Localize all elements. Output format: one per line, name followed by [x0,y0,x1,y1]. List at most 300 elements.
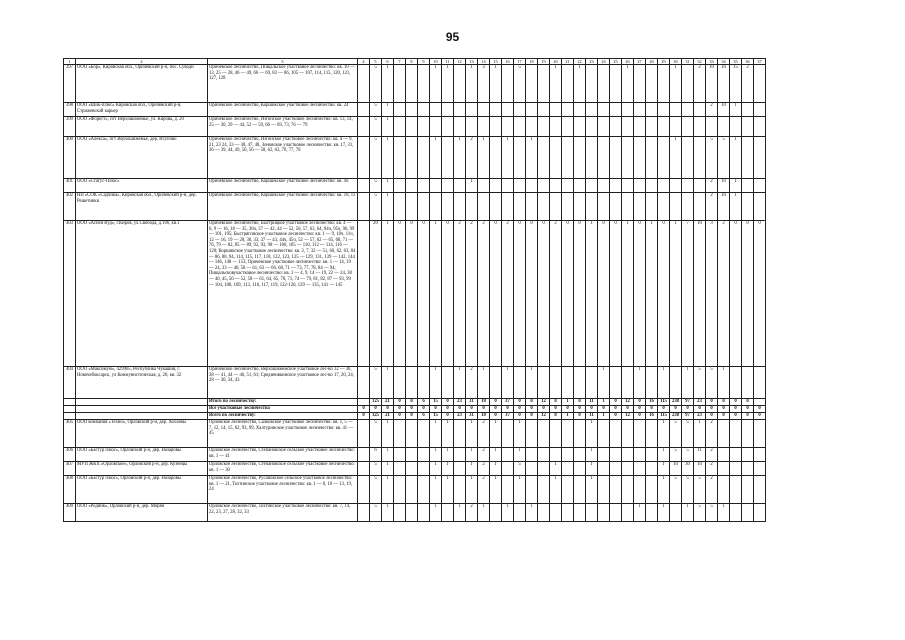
value-cell [730,420,742,448]
value-cell: 1 [730,137,742,179]
value-cell: 20 [370,221,382,367]
value-cell [574,420,586,448]
value-cell: 1 [730,179,742,193]
total-value-cell: 0 [730,413,742,420]
total-value-cell: 8 [550,413,562,420]
value-cell [562,504,574,522]
total-value-cell: 0 [394,406,406,413]
value-cell [406,367,418,399]
value-cell [538,462,550,476]
value-cell: 2 [478,448,490,462]
value-cell [550,448,562,462]
value-cell [514,103,526,117]
total-value-cell: 0 [502,406,514,413]
value-cell: 2 [706,103,718,117]
value-cell [646,65,658,103]
row-id: 406 [64,448,76,462]
value-cell: 1 [382,367,394,399]
value-cell: 1 [586,476,598,504]
value-cell [646,476,658,504]
total-value-cell: 0 [490,406,502,413]
value-cell: 1 [646,221,658,367]
value-cell: 6 [370,448,382,462]
total-row [64,406,766,413]
row-id: 400 [64,137,76,179]
total-empty-cell [76,399,208,406]
value-cell [406,103,418,117]
value-cell [562,179,574,193]
total-value-cell: 0 [406,406,418,413]
value-cell [586,179,598,193]
value-cell [622,179,634,193]
value-cell: 5 [706,367,718,399]
total-value-cell: 16 [646,413,658,420]
forest-area-cell: Орловское лесничество, Русановское сельское участковое лесничество: кв. 1 — 21, Тохтинское участковое лесничество: кв. 1 — 6, 10 — 13, 19, 24 [208,476,358,504]
value-cell [646,193,658,221]
header-cell: 4 [358,59,370,65]
value-cell: 3 [706,221,718,367]
value-cell [538,420,550,448]
value-cell: 10 [670,462,682,476]
value-cell [670,179,682,193]
value-cell: 10 [718,103,730,117]
value-cell [358,448,370,462]
value-cell [490,504,502,522]
value-cell: 1 [550,65,562,103]
value-cell [562,117,574,137]
page-number: 95 [445,30,460,44]
value-cell [406,117,418,137]
value-cell [394,65,406,103]
organization-cell: ООО «Форест», пгт Верхошижемье, ул. Кирова, д. 20 [76,117,208,137]
value-cell [550,137,562,179]
value-cell [502,193,514,221]
value-cell [586,193,598,221]
value-cell: 1 [382,448,394,462]
value-cell [622,193,634,221]
value-cell: 1 [658,476,670,504]
value-cell [526,420,538,448]
value-cell: 1 [514,476,526,504]
value-cell [634,179,646,193]
header-cell: 18 [526,59,538,65]
value-cell [742,137,754,179]
value-cell [682,193,694,221]
value-cell [646,448,658,462]
value-cell [514,137,526,179]
value-cell [574,462,586,476]
value-cell: 0 [442,221,454,367]
value-cell: 2 [466,367,478,399]
value-cell: 1 [490,65,502,103]
organization-cell: ООО «Бастур плюс», Орловский р-н, дер. Назаровы [76,476,208,504]
value-cell [622,420,634,448]
value-cell [406,448,418,462]
value-cell [622,137,634,179]
total-value-cell: 0 [538,406,550,413]
value-cell: 1 [382,117,394,137]
value-cell: 10 [718,179,730,193]
value-cell: 1 [622,221,634,367]
total-value-cell: 1 [562,413,574,420]
value-cell [754,103,766,117]
value-cell [610,117,622,137]
value-cell [358,504,370,522]
value-cell [586,65,598,103]
value-cell: 1 [430,65,442,103]
value-cell [454,476,466,504]
value-cell [394,367,406,399]
total-value-cell: 0 [634,399,646,406]
total-value-cell: 0 [658,406,670,413]
value-cell [538,137,550,179]
value-cell [394,137,406,179]
value-cell [562,65,574,103]
total-row [64,413,766,420]
value-cell [418,137,430,179]
value-cell [598,103,610,117]
value-cell: 1 [454,367,466,399]
value-cell [550,103,562,117]
value-cell [406,476,418,504]
value-cell: 1 [670,221,682,367]
value-cell [742,504,754,522]
total-value-cell: 0 [430,406,442,413]
value-cell [406,179,418,193]
value-cell: 1 [478,504,490,522]
total-value-cell: 0 [706,406,718,413]
total-value-cell: 0 [442,399,454,406]
value-cell: 1 [634,367,646,399]
total-value-cell: 238 [670,399,682,406]
value-cell: 1 [382,504,394,522]
total-value-cell: 6 [418,413,430,420]
table-row [64,65,766,103]
value-cell [454,103,466,117]
value-cell [658,65,670,103]
value-cell: 0 [742,221,754,367]
value-cell [634,448,646,462]
value-cell [478,103,490,117]
total-value-cell: 0 [514,406,526,413]
value-cell: 5 [370,137,382,179]
value-cell [682,103,694,117]
value-cell: 2 [706,462,718,476]
total-value-cell: 1 [598,413,610,420]
value-cell [454,448,466,462]
table-row [64,504,766,522]
value-cell [502,420,514,448]
header-cell: 7 [394,59,406,65]
total-value-cell: 0 [718,406,730,413]
value-cell [490,179,502,193]
value-cell [598,462,610,476]
header-cell: 13 [466,59,478,65]
value-cell [514,179,526,193]
total-label: Итого по лесничеству: [208,399,358,406]
value-cell [550,420,562,448]
header-cell: 30 [670,59,682,65]
value-cell [538,179,550,193]
value-cell [694,117,706,137]
value-cell [634,420,646,448]
value-cell: 1 [454,137,466,179]
value-cell [574,193,586,221]
total-value-cell: 1 [598,399,610,406]
value-cell: 30 [682,462,694,476]
value-cell: 0 [538,221,550,367]
total-value-cell: 0 [550,406,562,413]
table-row [64,462,766,476]
table-row [64,367,766,399]
total-value-cell: 0 [574,413,586,420]
value-cell [718,476,730,504]
value-cell [466,117,478,137]
value-cell [526,193,538,221]
value-cell [694,103,706,117]
value-cell: 2 [706,448,718,462]
value-cell [646,103,658,117]
value-cell [634,103,646,117]
value-cell: 5 [706,137,718,179]
value-cell: 2 [742,65,754,103]
value-cell [634,476,646,504]
value-cell: 1 [430,462,442,476]
value-cell [538,504,550,522]
total-value-cell: 8 [550,399,562,406]
value-cell [454,179,466,193]
value-cell [634,193,646,221]
forest-area-cell: Орловское лесничество, Степановское сельское участковое лесничество: кв. 1 — 30 [208,462,358,476]
value-cell: 1 [430,137,442,179]
total-value-cell: 0 [742,406,754,413]
value-cell [394,504,406,522]
total-value-cell: 12 [622,413,634,420]
total-value-cell: 0 [490,413,502,420]
forest-area-cell: Оричевское лесничество, Коршикское участковое лесничество: кв. 4ч [208,179,358,193]
value-cell [754,137,766,179]
total-value-cell: 6 [418,399,430,406]
value-cell: 10 [706,65,718,103]
value-cell [574,504,586,522]
forest-area-cell: Оричевское лесничество, Изгонское участковое лесничество: кв. 13, 14, 25 — 30, 39 — 44, 52 — 59, 66 — 69, 73, 76 — 79 [208,117,358,137]
total-value-cell: 23 [694,399,706,406]
table-row [64,117,766,137]
value-cell: 1 [382,221,394,367]
value-cell [502,65,514,103]
value-cell: 2 [478,221,490,367]
value-cell: 5 [670,448,682,462]
value-cell [358,179,370,193]
value-cell: 1 [526,367,538,399]
value-cell: 2 [718,221,730,367]
value-cell: 1 [442,65,454,103]
value-cell [442,193,454,221]
value-cell [466,193,478,221]
header-cell: 2 [76,59,208,65]
total-value-cell: 0 [442,406,454,413]
value-cell [490,117,502,137]
row-id: 409 [64,504,76,522]
header-cell: 36 [742,59,754,65]
value-cell: 2 [478,476,490,504]
row-id: 399 [64,117,76,137]
value-cell [418,504,430,522]
header-cell: 24 [598,59,610,65]
value-cell [754,367,766,399]
organization-cell: ООО компания «Техно», Орловский р-н, дер. Хохлевы [76,420,208,448]
value-cell [406,462,418,476]
value-cell: 5 [694,504,706,522]
value-cell: 1 [694,420,706,448]
total-empty-cell [64,413,76,420]
total-value-cell: 37 [502,399,514,406]
value-cell [742,448,754,462]
value-cell [358,117,370,137]
value-cell [742,103,754,117]
value-cell [478,117,490,137]
header-cell: 19 [538,59,550,65]
value-cell: 1 [658,367,670,399]
value-cell: 1 [466,179,478,193]
value-cell [418,65,430,103]
forest-area-cell: Оричевское лесничество, Верхошижемское участковое лес-во 32 — 36, 38 — 41, 44 — 46, 51, 61; Среднеивкинское участковое лес-во 17, 20, 24, 28 — 30, 34, 43 [208,367,358,399]
header-cell: 14 [478,59,490,65]
organization-cell: ООО «Родник», Орловский р-н, дер. Моряи [76,504,208,522]
value-cell [634,137,646,179]
value-cell [394,117,406,137]
value-cell: 0 [634,221,646,367]
total-value-cell: 115 [658,399,670,406]
value-cell [634,117,646,137]
value-cell [730,504,742,522]
total-value-cell: 97 [682,413,694,420]
value-cell [610,193,622,221]
value-cell [646,137,658,179]
value-cell [586,137,598,179]
value-cell [574,476,586,504]
value-cell [358,462,370,476]
total-label: Все участковые лесничества [208,406,358,413]
total-empty-cell [64,406,76,413]
value-cell [754,504,766,522]
value-cell [550,117,562,137]
value-cell [730,117,742,137]
value-cell [574,117,586,137]
header-cell: 3 [208,59,358,65]
value-cell [730,367,742,399]
value-cell [394,462,406,476]
value-cell [610,462,622,476]
header-cell: 16 [502,59,514,65]
value-cell [358,476,370,504]
value-cell: 0 [598,221,610,367]
value-cell: 1 [730,103,742,117]
value-cell: 0 [610,221,622,367]
value-cell [538,476,550,504]
total-value-cell: 0 [574,406,586,413]
value-cell [622,476,634,504]
value-cell [682,117,694,137]
value-cell: 1 [466,420,478,448]
value-cell [490,137,502,179]
total-value-cell: 0 [646,406,658,413]
organization-cell: ООО «Алекса», пгт Верхошижемье, дер. Исупово [76,137,208,179]
row-id: 403 [64,221,76,367]
value-cell [562,448,574,462]
value-cell [742,117,754,137]
value-cell [418,476,430,504]
value-cell: 2 [502,221,514,367]
header-cell: 10 [430,59,442,65]
total-value-cell: 0 [718,399,730,406]
value-cell [694,179,706,193]
value-cell [478,193,490,221]
total-value-cell: 0 [670,406,682,413]
value-cell [514,367,526,399]
value-cell [526,179,538,193]
header-cell: 35 [730,59,742,65]
value-cell: 1 [502,504,514,522]
value-cell: 5 [370,476,382,504]
value-cell: 5 [370,462,382,476]
total-value-cell: 23 [454,399,466,406]
value-cell [454,117,466,137]
value-cell [598,448,610,462]
value-cell [562,193,574,221]
value-cell: 1 [550,462,562,476]
value-cell [658,179,670,193]
value-cell [646,462,658,476]
value-cell: 7 [682,221,694,367]
value-cell [622,504,634,522]
value-cell: 0 [526,221,538,367]
value-cell [406,420,418,448]
value-cell: 1 [586,420,598,448]
value-cell [586,504,598,522]
header-cell: 20 [550,59,562,65]
value-cell [358,103,370,117]
value-cell [730,462,742,476]
value-cell: 2 [694,65,706,103]
value-cell [514,117,526,137]
value-cell [418,103,430,117]
header-cell: 6 [382,59,394,65]
header-cell: 5 [370,59,382,65]
value-cell [718,462,730,476]
value-cell [694,137,706,179]
table-row [64,221,766,367]
total-value-cell: 11 [586,413,598,420]
value-cell: 1 [478,367,490,399]
value-cell [574,103,586,117]
total-value-cell: 0 [418,406,430,413]
value-cell [358,137,370,179]
value-cell [610,137,622,179]
value-cell [670,117,682,137]
row-id: 404 [64,367,76,399]
value-cell [646,504,658,522]
total-value-cell: 0 [478,406,490,413]
total-value-cell: 0 [598,406,610,413]
value-cell: 3 [478,65,490,103]
total-value-cell: 0 [718,413,730,420]
value-cell [490,193,502,221]
value-cell: 1 [466,65,478,103]
table-row [64,179,766,193]
value-cell: 1 [634,504,646,522]
organization-cell: ООО «Бор», Кировская обл., Оричевский р-н, пос. Суводи [76,65,208,103]
